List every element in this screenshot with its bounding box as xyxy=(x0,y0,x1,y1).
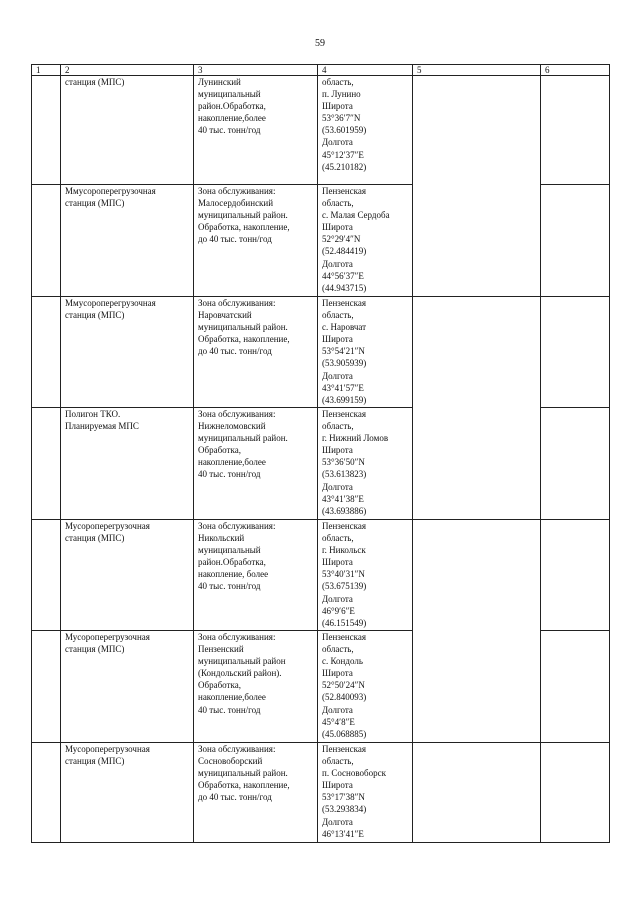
location-cell: Пензенская область, с. Малая Сердоба Широта 52°29′4″N (52.484419) Долгота 44°56′37″E (44.943715) xyxy=(318,185,413,297)
location-cell: Пензенская область, г. Никольск Широта 53°40′31″N (53.675139) Долгота 46°9′6″E (46.151549) xyxy=(318,520,413,631)
service-zone-cell: Зона обслуживания: Наровчатский муниципальный район. Обработка, накопление, до 40 тыс. тонн/год xyxy=(194,297,318,408)
service-zone-cell: Зона обслуживания: Пензенский муниципальный район (Кондольский район). Обработка, накопление,более 40 тыс. тонн/год xyxy=(194,631,318,743)
table-row xyxy=(32,520,610,631)
row-number-cell xyxy=(32,76,61,185)
col5-cell xyxy=(413,297,541,520)
row-number-cell xyxy=(32,297,61,408)
col6-cell xyxy=(541,408,610,520)
object-name-cell: Ммусороперегрузочная станция (МПС) xyxy=(61,297,194,408)
row-number-cell xyxy=(32,743,61,843)
service-zone-cell: Зона обслуживания: Малосердобинский муниципальный район. Обработка, накопление, до 40 тыс. тонн/год xyxy=(194,185,318,297)
location-cell: Пензенская область, с. Кондоль Широта 52°50′24″N (52.840093) Долгота 45°4′8″E (45.068885) xyxy=(318,631,413,743)
col6-cell xyxy=(541,185,610,297)
col6-cell xyxy=(541,631,610,743)
column-header: 4 xyxy=(318,65,413,76)
service-zone-cell: Зона обслуживания: Нижнеломовский муниципальный район. Обработка, накопление,более 40 тыс. тонн/год xyxy=(194,408,318,520)
object-name-cell: Мусороперегрузочная станция (МПС) xyxy=(61,743,194,843)
column-header: 1 xyxy=(32,65,61,76)
col6-cell xyxy=(541,297,610,408)
location-cell: Пензенская область, п. Сосновоборск Широта 53°17′38″N (53.293834) Долгота 46°13′41″E xyxy=(318,743,413,843)
column-header: 6 xyxy=(541,65,610,76)
object-name-cell: станция (МПС) xyxy=(61,76,194,185)
row-number-cell xyxy=(32,631,61,743)
table-row xyxy=(32,743,610,843)
service-zone-cell: Зона обслуживания: Сосновоборский муниципальный район. Обработка, накопление, до 40 тыс. тонн/год xyxy=(194,743,318,843)
col6-cell xyxy=(541,76,610,185)
object-name-cell: Полигон ТКО. Планируемая МПС xyxy=(61,408,194,520)
service-zone-cell: Лунинский муниципальный район.Обработка, накопление,более 40 тыс. тонн/год xyxy=(194,76,318,185)
object-name-cell: Мусороперегрузочная станция (МПС) xyxy=(61,631,194,743)
col5-cell xyxy=(413,76,541,297)
row-number-cell xyxy=(32,520,61,631)
registry-table xyxy=(31,64,610,843)
location-cell: Пензенская область, с. Наровчат Широта 53°54′21″N (53.905939) Долгота 43°41′57″E (43.699159) xyxy=(318,297,413,408)
object-name-cell: Мусороперегрузочная станция (МПС) xyxy=(61,520,194,631)
row-number-cell xyxy=(32,185,61,297)
column-header: 2 xyxy=(61,65,194,76)
page-number: 59 xyxy=(315,38,325,49)
object-name-cell: Ммусороперегрузочная станция (МПС) xyxy=(61,185,194,297)
col5-cell xyxy=(413,520,541,743)
header-row xyxy=(32,65,610,76)
location-cell: область, п. Лунино Широта 53°36′7″N (53.601959) Долгота 45°12′37″E (45.210182) xyxy=(318,76,413,185)
col5-cell xyxy=(413,743,541,843)
table-row xyxy=(32,76,610,185)
table-row xyxy=(32,297,610,408)
column-header: 5 xyxy=(413,65,541,76)
service-zone-cell: Зона обслуживания: Никольский муниципальный район.Обработка, накопление, более 40 тыс. тонн/год xyxy=(194,520,318,631)
col6-cell xyxy=(541,743,610,843)
column-header: 3 xyxy=(194,65,318,76)
row-number-cell xyxy=(32,408,61,520)
table-header xyxy=(32,65,610,76)
location-cell: Пензенская область, г. Нижний Ломов Широта 53°36′50″N (53.613823) Долгота 43°41′38″E (43.693886) xyxy=(318,408,413,520)
col6-cell xyxy=(541,520,610,631)
